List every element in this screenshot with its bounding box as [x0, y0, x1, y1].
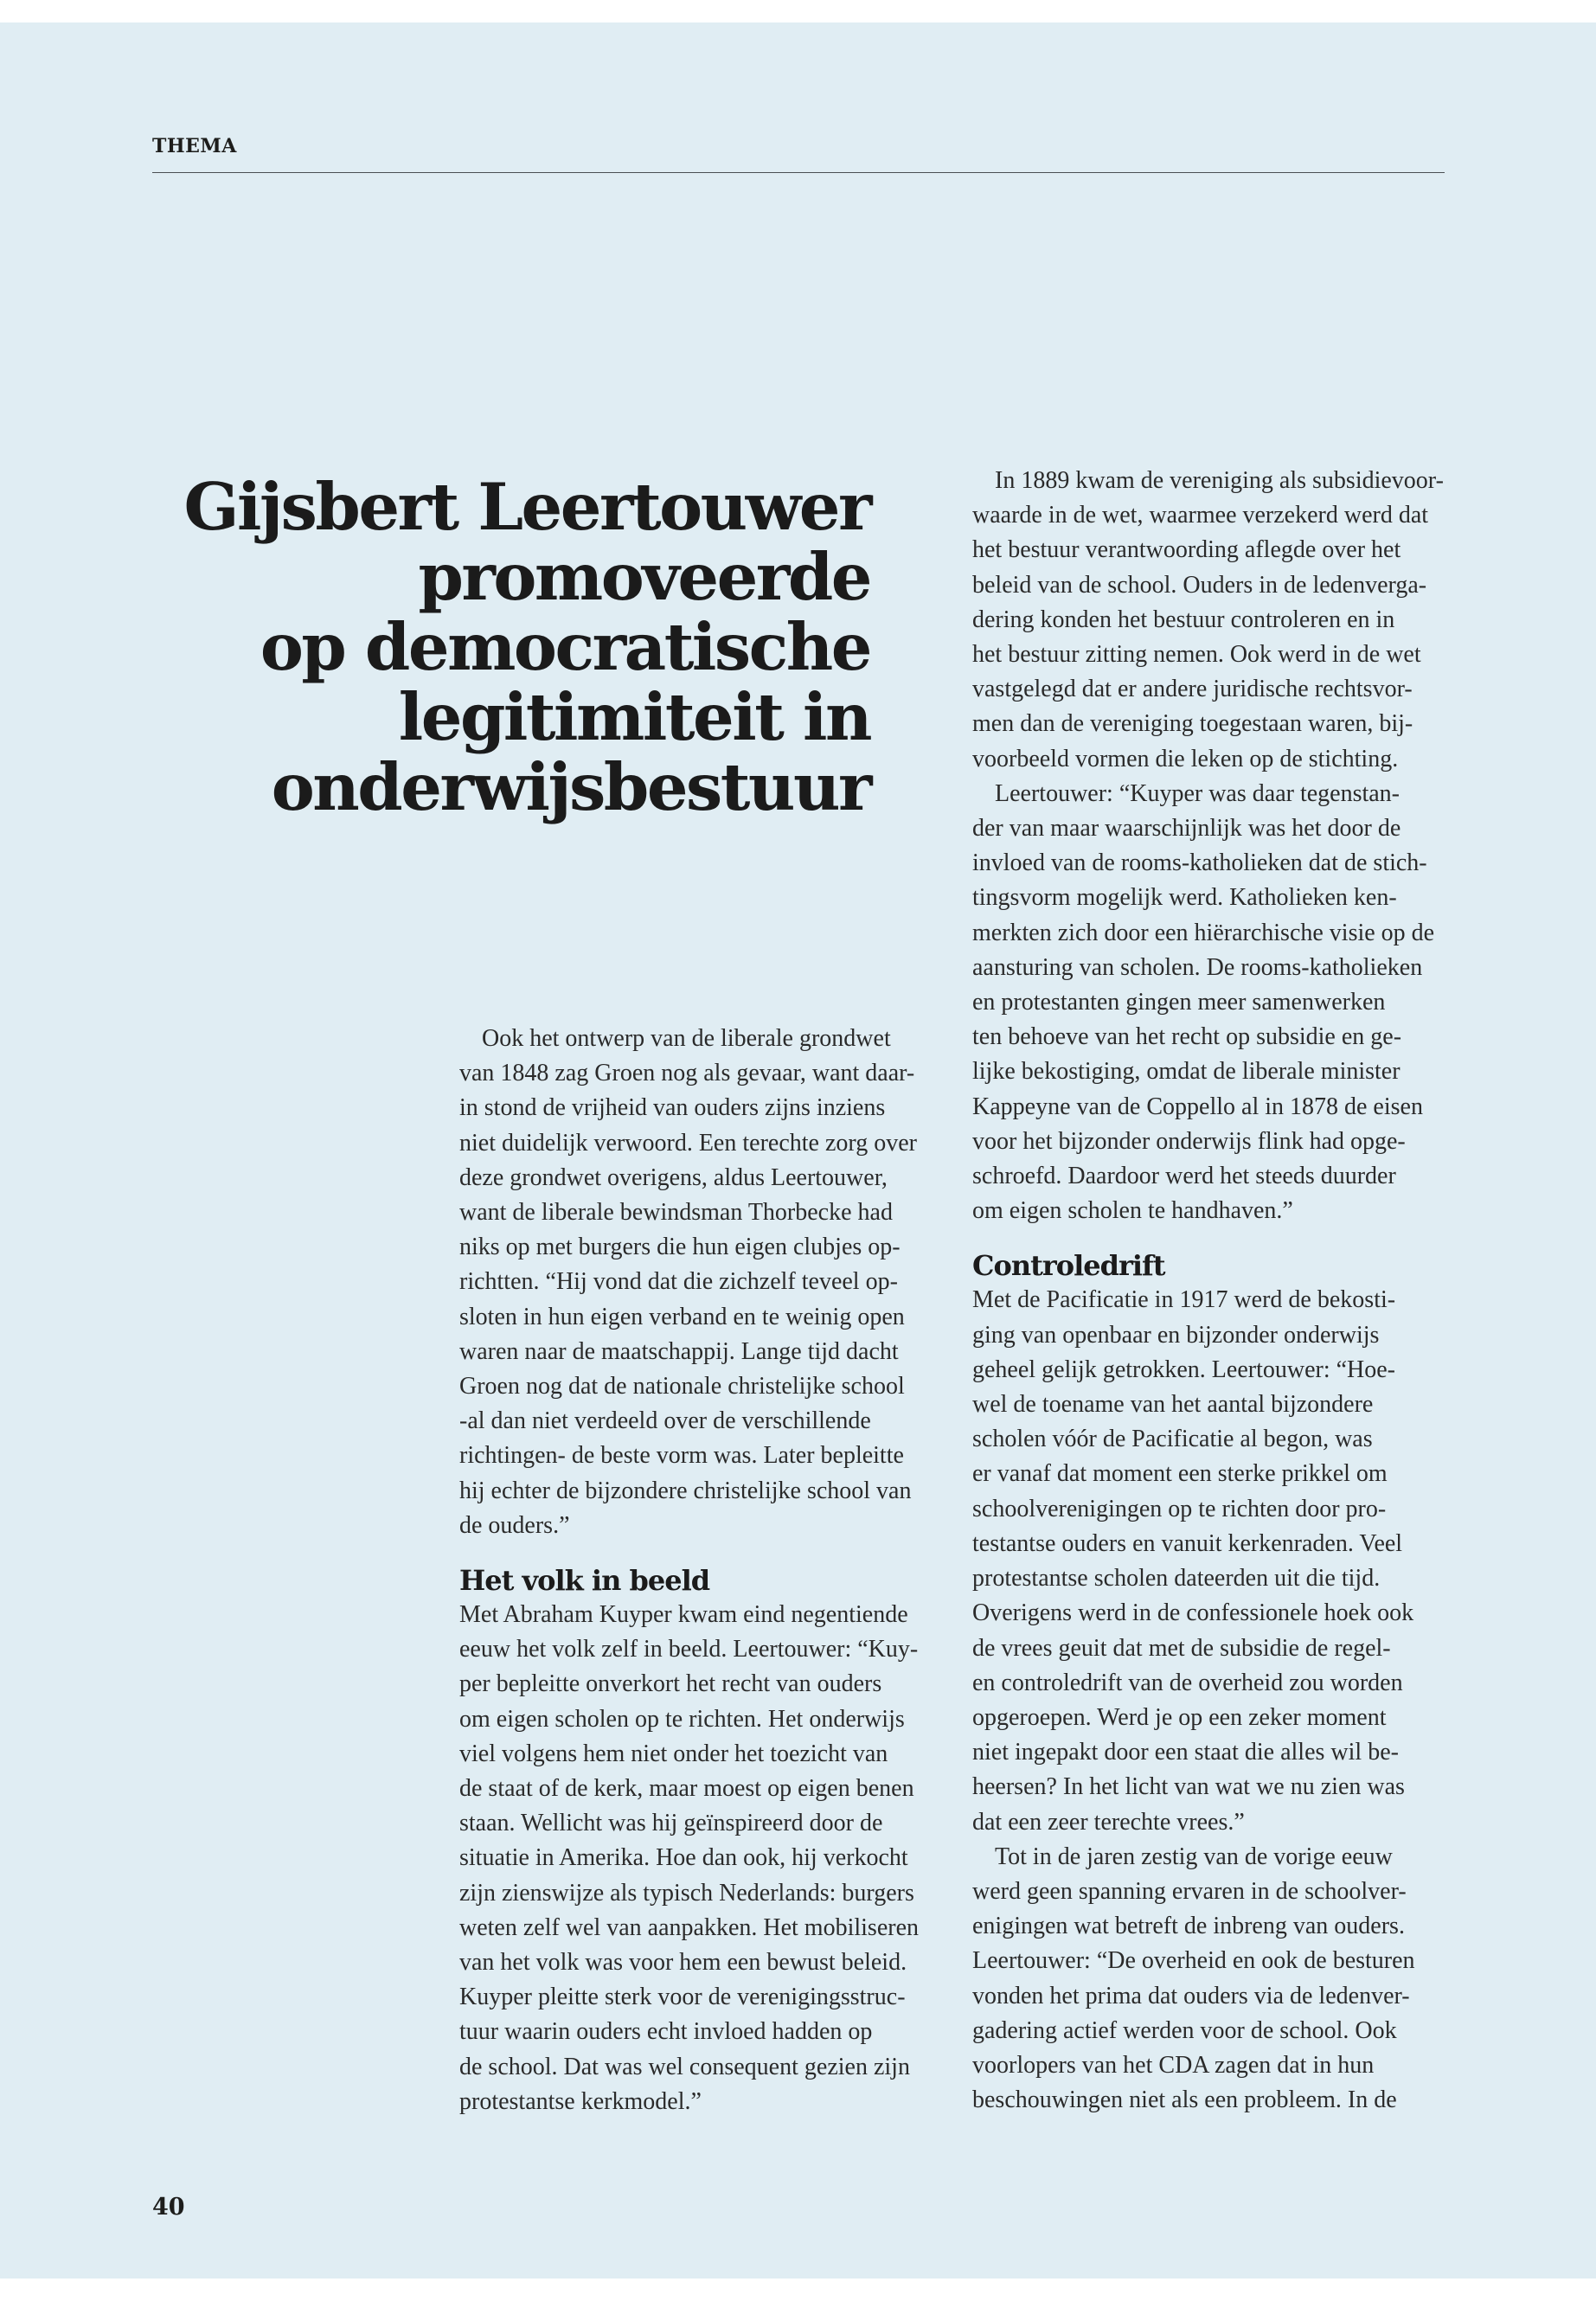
text-line: waarde in de wet, waarmee verzekerd werd dat: [972, 502, 1429, 529]
text-line: dat een zeer terechte vrees.”: [972, 1808, 1245, 1836]
text-line: niet duidelijk verwoord. Een terechte zorg over: [459, 1129, 917, 1157]
subheading-het-volk-in-beeld: Het volk in beeld: [459, 1564, 710, 1598]
text-line: merkten zich door een hiërarchische visie op de: [972, 919, 1435, 946]
paragraph-stichtingsvorm: [972, 777, 1457, 1229]
intro-paragraph: [459, 1022, 944, 1543]
text-line: men dan de vereniging toegestaan waren, bij-: [972, 710, 1413, 738]
text-line: geheel gelijk getrokken. Leertouwer: “Hoe-: [972, 1356, 1396, 1383]
text-line: ging van openbaar en bijzonder onderwijs: [972, 1321, 1380, 1349]
text-line: vonden het prima dat ouders via de ledenver-: [972, 1982, 1410, 2009]
text-line: om eigen scholen te handhaven.”: [972, 1197, 1293, 1225]
text-line: van het volk was voor hem een bewust beleid.: [459, 1949, 907, 1977]
text-line: enigingen wat betreft de inbreng van ouders.: [972, 1913, 1405, 1940]
text-line: Met Abraham Kuyper kwam eind negentiende: [459, 1601, 908, 1629]
text-line: de ouders.”: [459, 1511, 570, 1539]
article-headline: [173, 469, 870, 825]
text-line: en protestanten gingen meer samenwerken: [972, 989, 1386, 1016]
text-line: lijke bekostiging, omdat de liberale minister: [972, 1058, 1401, 1086]
text-line: schoolverenigingen op te richten door pro-: [972, 1495, 1387, 1522]
paragraph-pacificatie: [972, 1283, 1457, 1839]
headline-line: legitimiteit in: [398, 679, 870, 755]
section-label: THEMA: [152, 135, 237, 157]
text-line: viel volgens hem niet onder het toezicht van: [459, 1740, 888, 1767]
text-line: er vanaf dat moment een sterke prikkel om: [972, 1460, 1388, 1488]
text-line: Kappeyne van de Coppello al in 1878 de eisen: [972, 1093, 1423, 1120]
text-line: van 1848 zag Groen nog als gevaar, want daar-: [459, 1060, 915, 1087]
subheading-controledrift: Controledrift: [972, 1249, 1165, 1283]
text-line: voorbeeld vormen die leken op de stichting.: [972, 745, 1399, 772]
text-line: dering konden het bestuur controleren en in: [972, 606, 1395, 633]
paragraph-jaren-zestig: [972, 1840, 1457, 2118]
kuyper-paragraph: [459, 1598, 944, 2119]
text-line: aansturing van scholen. De rooms-katholieken: [972, 953, 1423, 981]
text-line: tuur waarin ouders echt invloed hadden op: [459, 2018, 873, 2046]
text-line: Tot in de jaren zestig van de vorige eeuw: [995, 1843, 1393, 1870]
headline-line: op democratische: [260, 609, 870, 685]
text-line: het bestuur verantwoording aflegde over het: [972, 536, 1401, 564]
text-line: de vrees geuit dat met de subsidie de regel-: [972, 1634, 1391, 1662]
text-line: invloed van de rooms-katholieken dat de stich-: [972, 849, 1427, 877]
text-line: Kuyper pleitte sterk voor de verenigingsstruc-: [459, 1984, 906, 2011]
page-number: 40: [152, 2194, 185, 2221]
right-column: [972, 464, 1457, 2118]
text-line: voor het bijzonder onderwijs flink had opge-: [972, 1127, 1406, 1155]
text-line: Groen nog dat de nationale christelijke school: [459, 1373, 905, 1400]
text-line: Ook het ontwerp van de liberale grondwet: [482, 1025, 891, 1052]
text-line: eeuw het volk zelf in beeld. Leertouwer: “Kuy-: [459, 1636, 919, 1663]
text-line: per bepleitte onverkort het recht van ouders: [459, 1670, 882, 1698]
text-line: waren naar de maatschappij. Lange tijd dacht: [459, 1337, 899, 1365]
text-line: beschouwingen niet als een probleem. In de: [972, 2086, 1397, 2114]
text-line: de staat of de kerk, maar moest op eigen benen: [459, 1775, 914, 1803]
text-line: en controledrift van de overheid zou worden: [972, 1669, 1403, 1696]
text-line: Leertouwer: “Kuyper was daar tegenstan-: [995, 779, 1401, 807]
text-line: sloten in hun eigen verband en te weinig open: [459, 1303, 905, 1330]
left-column: [459, 1022, 944, 2119]
text-line: want de liberale bewindsman Thorbecke had: [459, 1199, 893, 1227]
text-line: -al dan niet verdeeld over de verschillende: [459, 1407, 871, 1435]
text-line: ten behoeve van het recht op subsidie en ge-: [972, 1023, 1402, 1051]
text-line: heersen? In het licht van wat we nu zien was: [972, 1773, 1405, 1801]
text-line: weten zelf wel van aanpakken. Het mobiliseren: [459, 1913, 920, 1941]
headline-line: Gijsbert Leertouwer: [183, 469, 870, 545]
paragraph-1889: [972, 464, 1457, 777]
text-line: protestantse kerkmodel.”: [459, 2087, 702, 2115]
text-line: vastgelegd dat er andere juridische rechtsvor-: [972, 676, 1413, 703]
text-line: richtingen- de beste vorm was. Later bepleitte: [459, 1442, 904, 1470]
text-line: schroefd. Daardoor werd het steeds duurder: [972, 1163, 1396, 1190]
text-line: wel de toename van het aantal bijzondere: [972, 1391, 1374, 1419]
text-line: staan. Wellicht was hij geïnspireerd door de: [459, 1810, 883, 1837]
header-divider: [152, 172, 1445, 173]
text-line: het bestuur zitting nemen. Ook werd in de wet: [972, 641, 1421, 669]
headline-line: onderwijsbestuur: [271, 749, 870, 825]
text-line: tingsvorm mogelijk werd. Katholieken ken-: [972, 884, 1397, 912]
text-line: hij echter de bijzondere christelijke school van: [459, 1477, 912, 1504]
text-line: zijn zienswijze als typisch Nederlands: burgers: [459, 1879, 914, 1907]
text-line: Met de Pacificatie in 1917 werd de bekosti-: [972, 1286, 1396, 1314]
text-line: de school. Dat was wel consequent gezien zijn: [459, 2053, 910, 2080]
text-line: in stond de vrijheid van ouders zijns inziens: [459, 1094, 886, 1122]
text-line: situatie in Amerika. Hoe dan ook, hij verkocht: [459, 1844, 908, 1872]
text-line: om eigen scholen op te richten. Het onderwijs: [459, 1705, 905, 1733]
text-line: der van maar waarschijnlijk was het door de: [972, 815, 1401, 843]
text-line: Overigens werd in de confessionele hoek ook: [972, 1599, 1414, 1627]
text-line: Leertouwer: “De overheid en ook de besturen: [972, 1947, 1415, 1975]
text-line: richtten. “Hij vond dat die zichzelf teveel op-: [459, 1268, 898, 1296]
text-line: protestantse scholen dateerden uit die tijd.: [972, 1565, 1381, 1593]
text-line: scholen vóór de Pacificatie al begon, was: [972, 1426, 1373, 1453]
text-line: In 1889 kwam de vereniging als subsidievoor-: [995, 467, 1444, 494]
text-line: voorlopers van het CDA zagen dat in hun: [972, 2051, 1375, 2079]
text-line: deze grondwet overigens, aldus Leertouwer,: [459, 1163, 888, 1191]
text-line: niks op met burgers die hun eigen clubjes op-: [459, 1234, 901, 1261]
text-line: werd geen spanning ervaren in de schoolver-: [972, 1877, 1407, 1905]
headline-line: promoveerde: [418, 539, 870, 615]
text-line: niet ingepakt door een staat die alles wil be-: [972, 1739, 1399, 1766]
text-line: gadering actief werden voor de school. Ook: [972, 2016, 1397, 2044]
magazine-page: [0, 22, 1596, 2279]
text-line: testantse ouders en vanuit kerkenraden. Veel: [972, 1529, 1403, 1557]
text-line: opgeroepen. Werd je op een zeker moment: [972, 1703, 1387, 1731]
text-line: beleid van de school. Ouders in de ledenverga-: [972, 571, 1427, 599]
